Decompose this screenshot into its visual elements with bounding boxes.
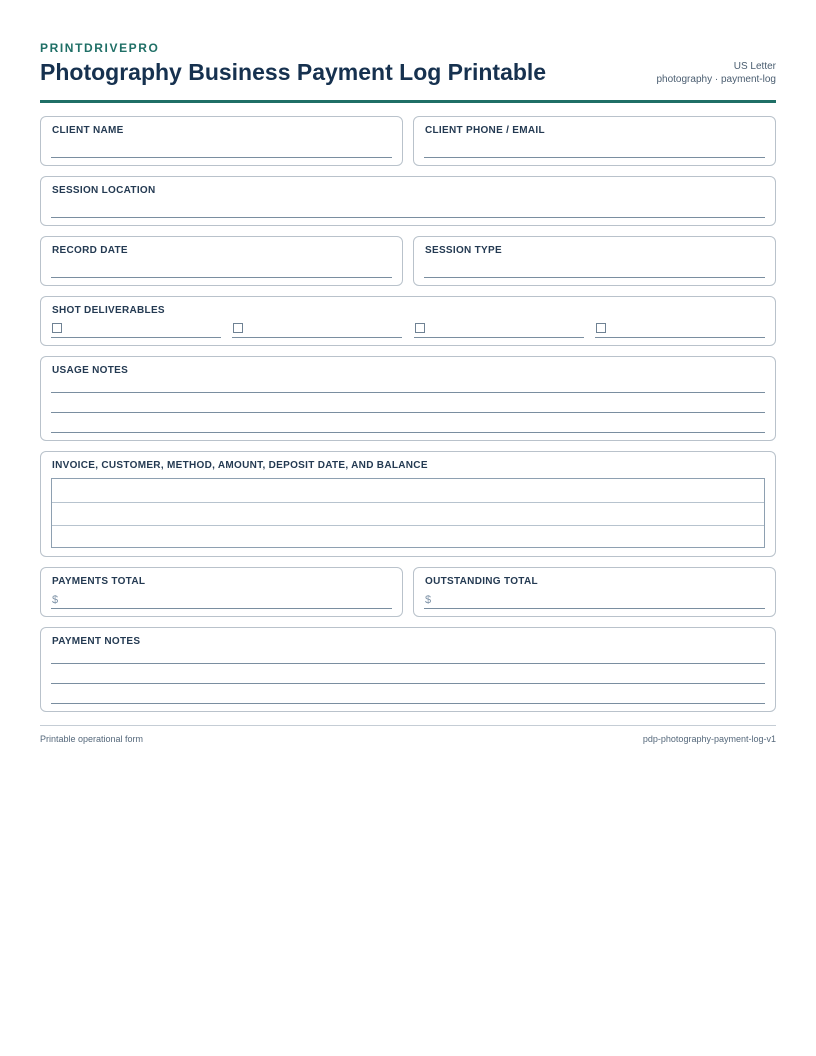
deliverable-line[interactable] (595, 337, 765, 338)
record-date-field (40, 236, 403, 286)
session-location-field (40, 176, 776, 226)
paper-size-label: US Letter (733, 61, 776, 72)
form-footer (40, 725, 776, 746)
payments-total-label: PAYMENTS TOTAL (52, 576, 146, 587)
usage-notes-line[interactable] (51, 412, 765, 413)
shot-deliverables-field (40, 296, 776, 346)
usage-notes-label: USAGE NOTES (52, 365, 129, 376)
client-contact-label: CLIENT PHONE / EMAIL (425, 125, 545, 136)
form-tags: photography · payment-log (656, 74, 776, 85)
payment-notes-line[interactable] (51, 663, 765, 664)
footer-form-id: pdp-photography-payment-log-v1 (642, 734, 776, 744)
payments-total-field (40, 567, 403, 617)
deliverable-line[interactable] (51, 337, 221, 338)
currency-symbol: $ (425, 594, 432, 606)
session-location-line[interactable] (51, 217, 765, 218)
deliverable-line[interactable] (414, 337, 584, 338)
form-page (40, 40, 776, 744)
outstanding-total-label: OUTSTANDING TOTAL (425, 576, 538, 587)
client-contact-field (413, 116, 776, 166)
form-meta (656, 60, 776, 86)
deliverable-line[interactable] (232, 337, 402, 338)
session-type-field (413, 236, 776, 286)
payment-table (51, 478, 765, 548)
table-row-divider (52, 525, 764, 526)
client-contact-line[interactable] (424, 157, 765, 158)
session-location-label: SESSION LOCATION (52, 185, 156, 196)
session-type-label: SESSION TYPE (425, 245, 502, 256)
usage-notes-field (40, 356, 776, 441)
shot-deliverables-label: SHOT DELIVERABLES (52, 305, 165, 316)
usage-notes-line[interactable] (51, 392, 765, 393)
session-type-line[interactable] (424, 277, 765, 278)
footer-description: Printable operational form (40, 734, 144, 744)
usage-notes-line[interactable] (51, 432, 765, 433)
form-header (40, 40, 776, 103)
payment-notes-line[interactable] (51, 703, 765, 704)
deliverable-checkbox[interactable] (415, 323, 425, 333)
payment-notes-line[interactable] (51, 683, 765, 684)
client-name-label: CLIENT NAME (52, 125, 124, 136)
deliverable-checkbox[interactable] (52, 323, 62, 333)
outstanding-total-field (413, 567, 776, 617)
page-title: Photography Business Payment Log Printable (40, 59, 547, 85)
outstanding-total-line[interactable] (424, 608, 765, 609)
deliverable-checkbox[interactable] (233, 323, 243, 333)
currency-symbol: $ (52, 594, 59, 606)
record-date-label: RECORD DATE (52, 245, 128, 256)
brand-name: PRINTDRIVEPRO (40, 41, 160, 55)
payment-notes-field (40, 627, 776, 712)
table-row-divider (52, 502, 764, 503)
client-name-line[interactable] (51, 157, 392, 158)
record-date-line[interactable] (51, 277, 392, 278)
payment-table-field (40, 451, 776, 557)
deliverable-checkbox[interactable] (596, 323, 606, 333)
payment-notes-label: PAYMENT NOTES (52, 636, 141, 647)
payment-table-label: INVOICE, CUSTOMER, METHOD, AMOUNT, DEPOSIT DATE, AND BALANCE (52, 460, 428, 471)
client-name-field (40, 116, 403, 166)
payments-total-line[interactable] (51, 608, 392, 609)
